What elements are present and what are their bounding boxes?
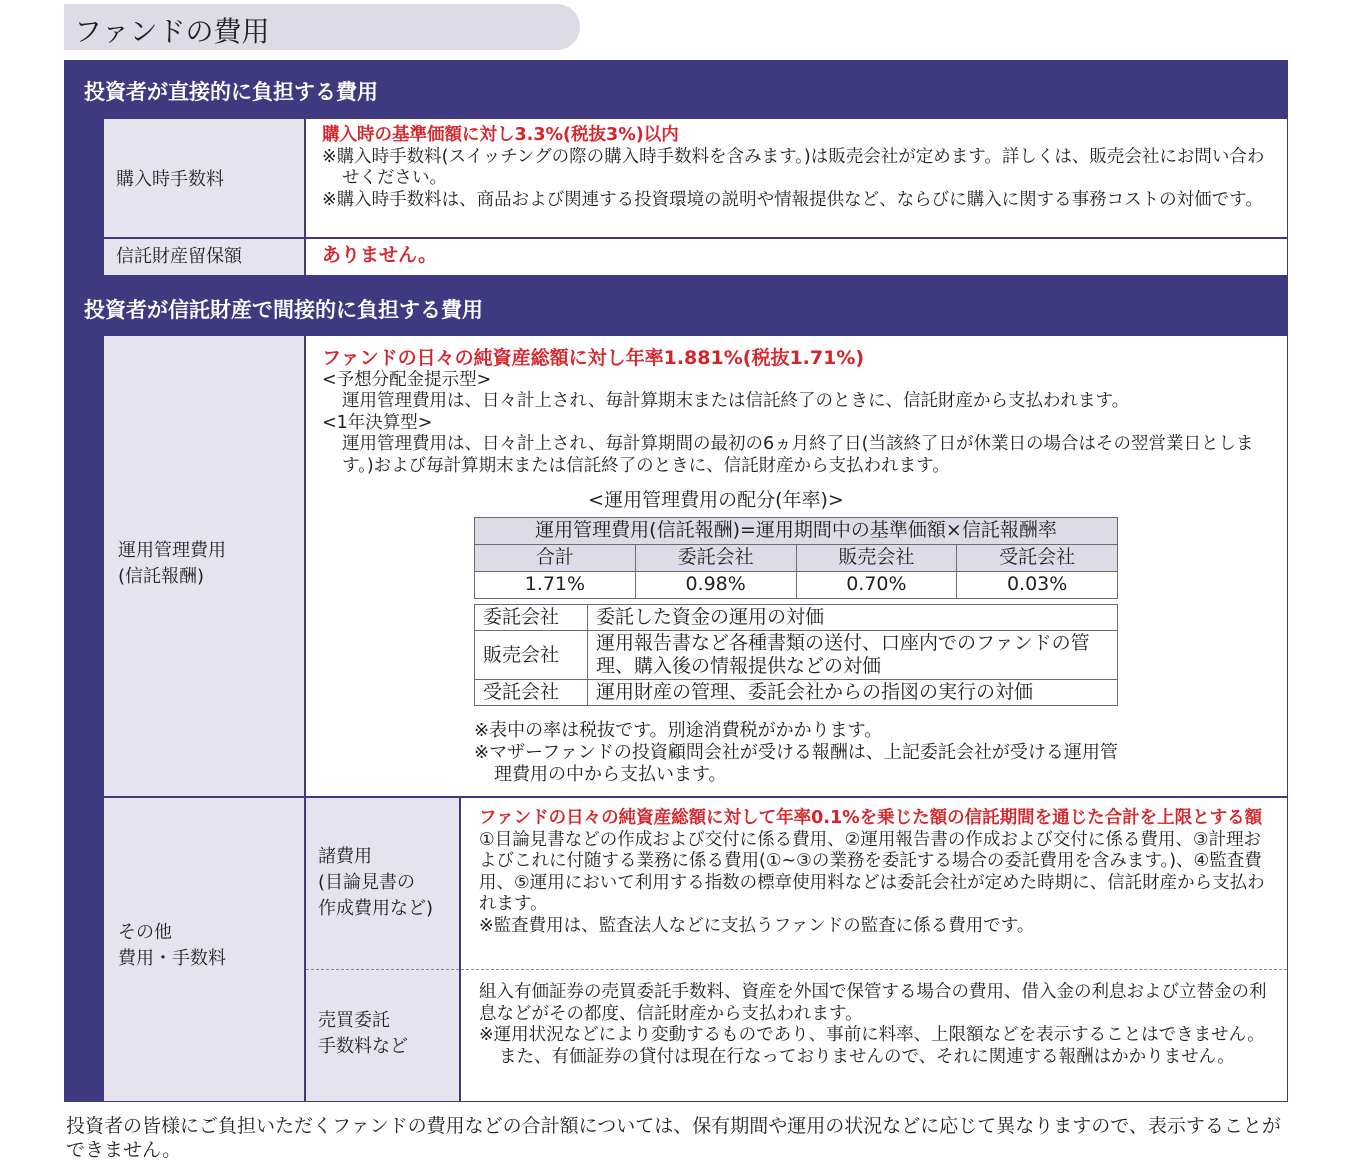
role-party: 販売会社 [475, 631, 588, 680]
trading-fees-label: 売買委託 [318, 1010, 390, 1031]
management-fee-content [306, 336, 1287, 796]
other-fees-label-cell [104, 798, 304, 1101]
allocation-value: 0.70% [796, 572, 957, 599]
other-fees-label-sub: 費用・手数料 [118, 948, 226, 969]
allocation-header: 委託会社 [635, 545, 796, 572]
table-row [475, 605, 1118, 631]
section-heading-indirect: 投資者が信託財産で間接的に負担する費用 [84, 298, 483, 322]
role-desc: 委託した資金の運用の対価 [588, 605, 1118, 631]
table-row [475, 631, 1118, 680]
role-party: 受託会社 [475, 680, 588, 706]
retention-label-cell [104, 239, 304, 275]
trading-fees-note: ※運用状況などにより変動するものであり、事前に料率、上限額などを表示することはできません。また、有価証券の貸付は現在行なっておりませんので、それに関連する報酬はかかりません。 [479, 1025, 1265, 1067]
roles-table [474, 604, 1118, 706]
management-fee-label: 運用管理費用 [118, 540, 226, 561]
misc-fees-note: ※監査費用は、監査法人などに支払うファンドの監査に係る費用です。 [479, 915, 1035, 936]
retention-label: 信託財産留保額 [116, 246, 242, 267]
allocation-value: 1.71% [475, 572, 636, 599]
purchase-fee-headline: 購入時の基準価額に対し3.3%(税抜3%)以内 [322, 125, 679, 145]
retention-content [306, 239, 1287, 275]
other-fees-content [461, 798, 1287, 1101]
allocation-header: 販売会社 [796, 545, 957, 572]
other-fees-sublabel-column [306, 798, 459, 1101]
role-party: 委託会社 [475, 605, 588, 631]
purchase-fee-label: 購入時手数料 [116, 169, 224, 190]
purchase-fee-note: ※購入時手数料(スイッチングの際の購入時手数料を含みます。)は販売会社が定めます。詳しくは、販売会社にお問い合わせください。 [322, 146, 1265, 188]
page-title: ファンドの費用 [74, 15, 270, 48]
purchase-fee-label-cell [104, 119, 304, 237]
footer-note: 投資者の皆様にご負担いただくファンドの費用などの合計額については、保有期間や運用の状況などに応じて異なりますので、表示することができません。 [66, 1115, 1281, 1161]
management-fee-headline: ファンドの日々の純資産総額に対し年率1.881%(税抜1.71%) [322, 347, 865, 369]
allocation-note: ※マザーファンドの投資顧問会社が受ける報酬は、上記委託会社が受ける運用管理費用の中から支払います。 [474, 742, 1118, 785]
section-heading-direct: 投資者が直接的に負担する費用 [84, 80, 378, 104]
divider [461, 969, 1287, 970]
misc-fees-label-sub: (目論見書の [318, 872, 416, 893]
misc-fees-label: 諸費用 [318, 846, 372, 867]
type2-title: <1年決算型> [322, 412, 433, 433]
title-tab [64, 4, 580, 50]
table-row [475, 680, 1118, 706]
trading-fees-label-sub: 手数料など [318, 1036, 408, 1057]
type1-text: 運用管理費用は、日々計上され、毎計算期末または信託終了のときに、信託財産から支払われます。 [342, 391, 1130, 411]
allocation-formula: 運用管理費用(信託報酬)=運用期間中の基準価額×信託報酬率 [475, 518, 1118, 545]
management-fee-label-cell [104, 336, 304, 796]
role-desc: 運用財産の管理、委託会社からの指図の実行の対価 [588, 680, 1118, 706]
management-fee-label-sub: (信託報酬) [118, 566, 205, 587]
other-fees-label: その他 [118, 922, 172, 943]
allocation-value: 0.03% [957, 572, 1118, 599]
misc-fees-label-sub: 作成費用など) [318, 898, 434, 919]
role-desc: 運用報告書など各種書類の送付、口座内でのファンドの管理、購入後の情報提供などの対価 [588, 631, 1118, 680]
misc-fees-headline: ファンドの日々の純資産総額に対して年率0.1%を乗じた額の信託期間を通じた合計を上限とする額 [479, 808, 1263, 828]
allocation-note: ※表中の率は税抜です。別途消費税がかかります。 [474, 720, 883, 741]
allocation-header: 受託会社 [957, 545, 1118, 572]
allocation-title: <運用管理費用の配分(年率)> [588, 489, 844, 511]
allocation-table [474, 517, 1118, 599]
purchase-fee-note: ※購入時手数料は、商品および関連する投資環境の説明や情報提供など、ならびに購入に関する事務コストの対価です。 [322, 189, 1263, 210]
allocation-header: 合計 [475, 545, 636, 572]
type1-title: <予想分配金提示型> [322, 369, 492, 390]
misc-fees-text: ①目論見書などの作成および交付に係る費用、②運用報告書の作成および交付に係る費用、③計理およびこれに付随する業務に係る費用(①~③の業務を委託する場合の委託費用を含みます。)、④監査費用、⑤運用において利用する指数の標章使用料などは委託会社が定めた時期に、信託財産から支払われます。 [479, 829, 1265, 914]
divider [306, 969, 459, 970]
trading-fees-text: 組入有価証券の売買委託手数料、資産を外国で保管する場合の費用、借入金の利息および立替金の利息などがその都度、信託財産から支払われます。 [479, 982, 1267, 1024]
purchase-fee-content [306, 119, 1287, 237]
type2-text: 運用管理費用は、日々計上され、毎計算期間の最初の6ヵ月終了日(当該終了日が休業日の場合はその翌営業日とします。)および毎計算期末または信託終了のときに、信託財産から支払われます。 [342, 434, 1254, 476]
allocation-value: 0.98% [635, 572, 796, 599]
retention-value: ありません。 [322, 244, 438, 266]
